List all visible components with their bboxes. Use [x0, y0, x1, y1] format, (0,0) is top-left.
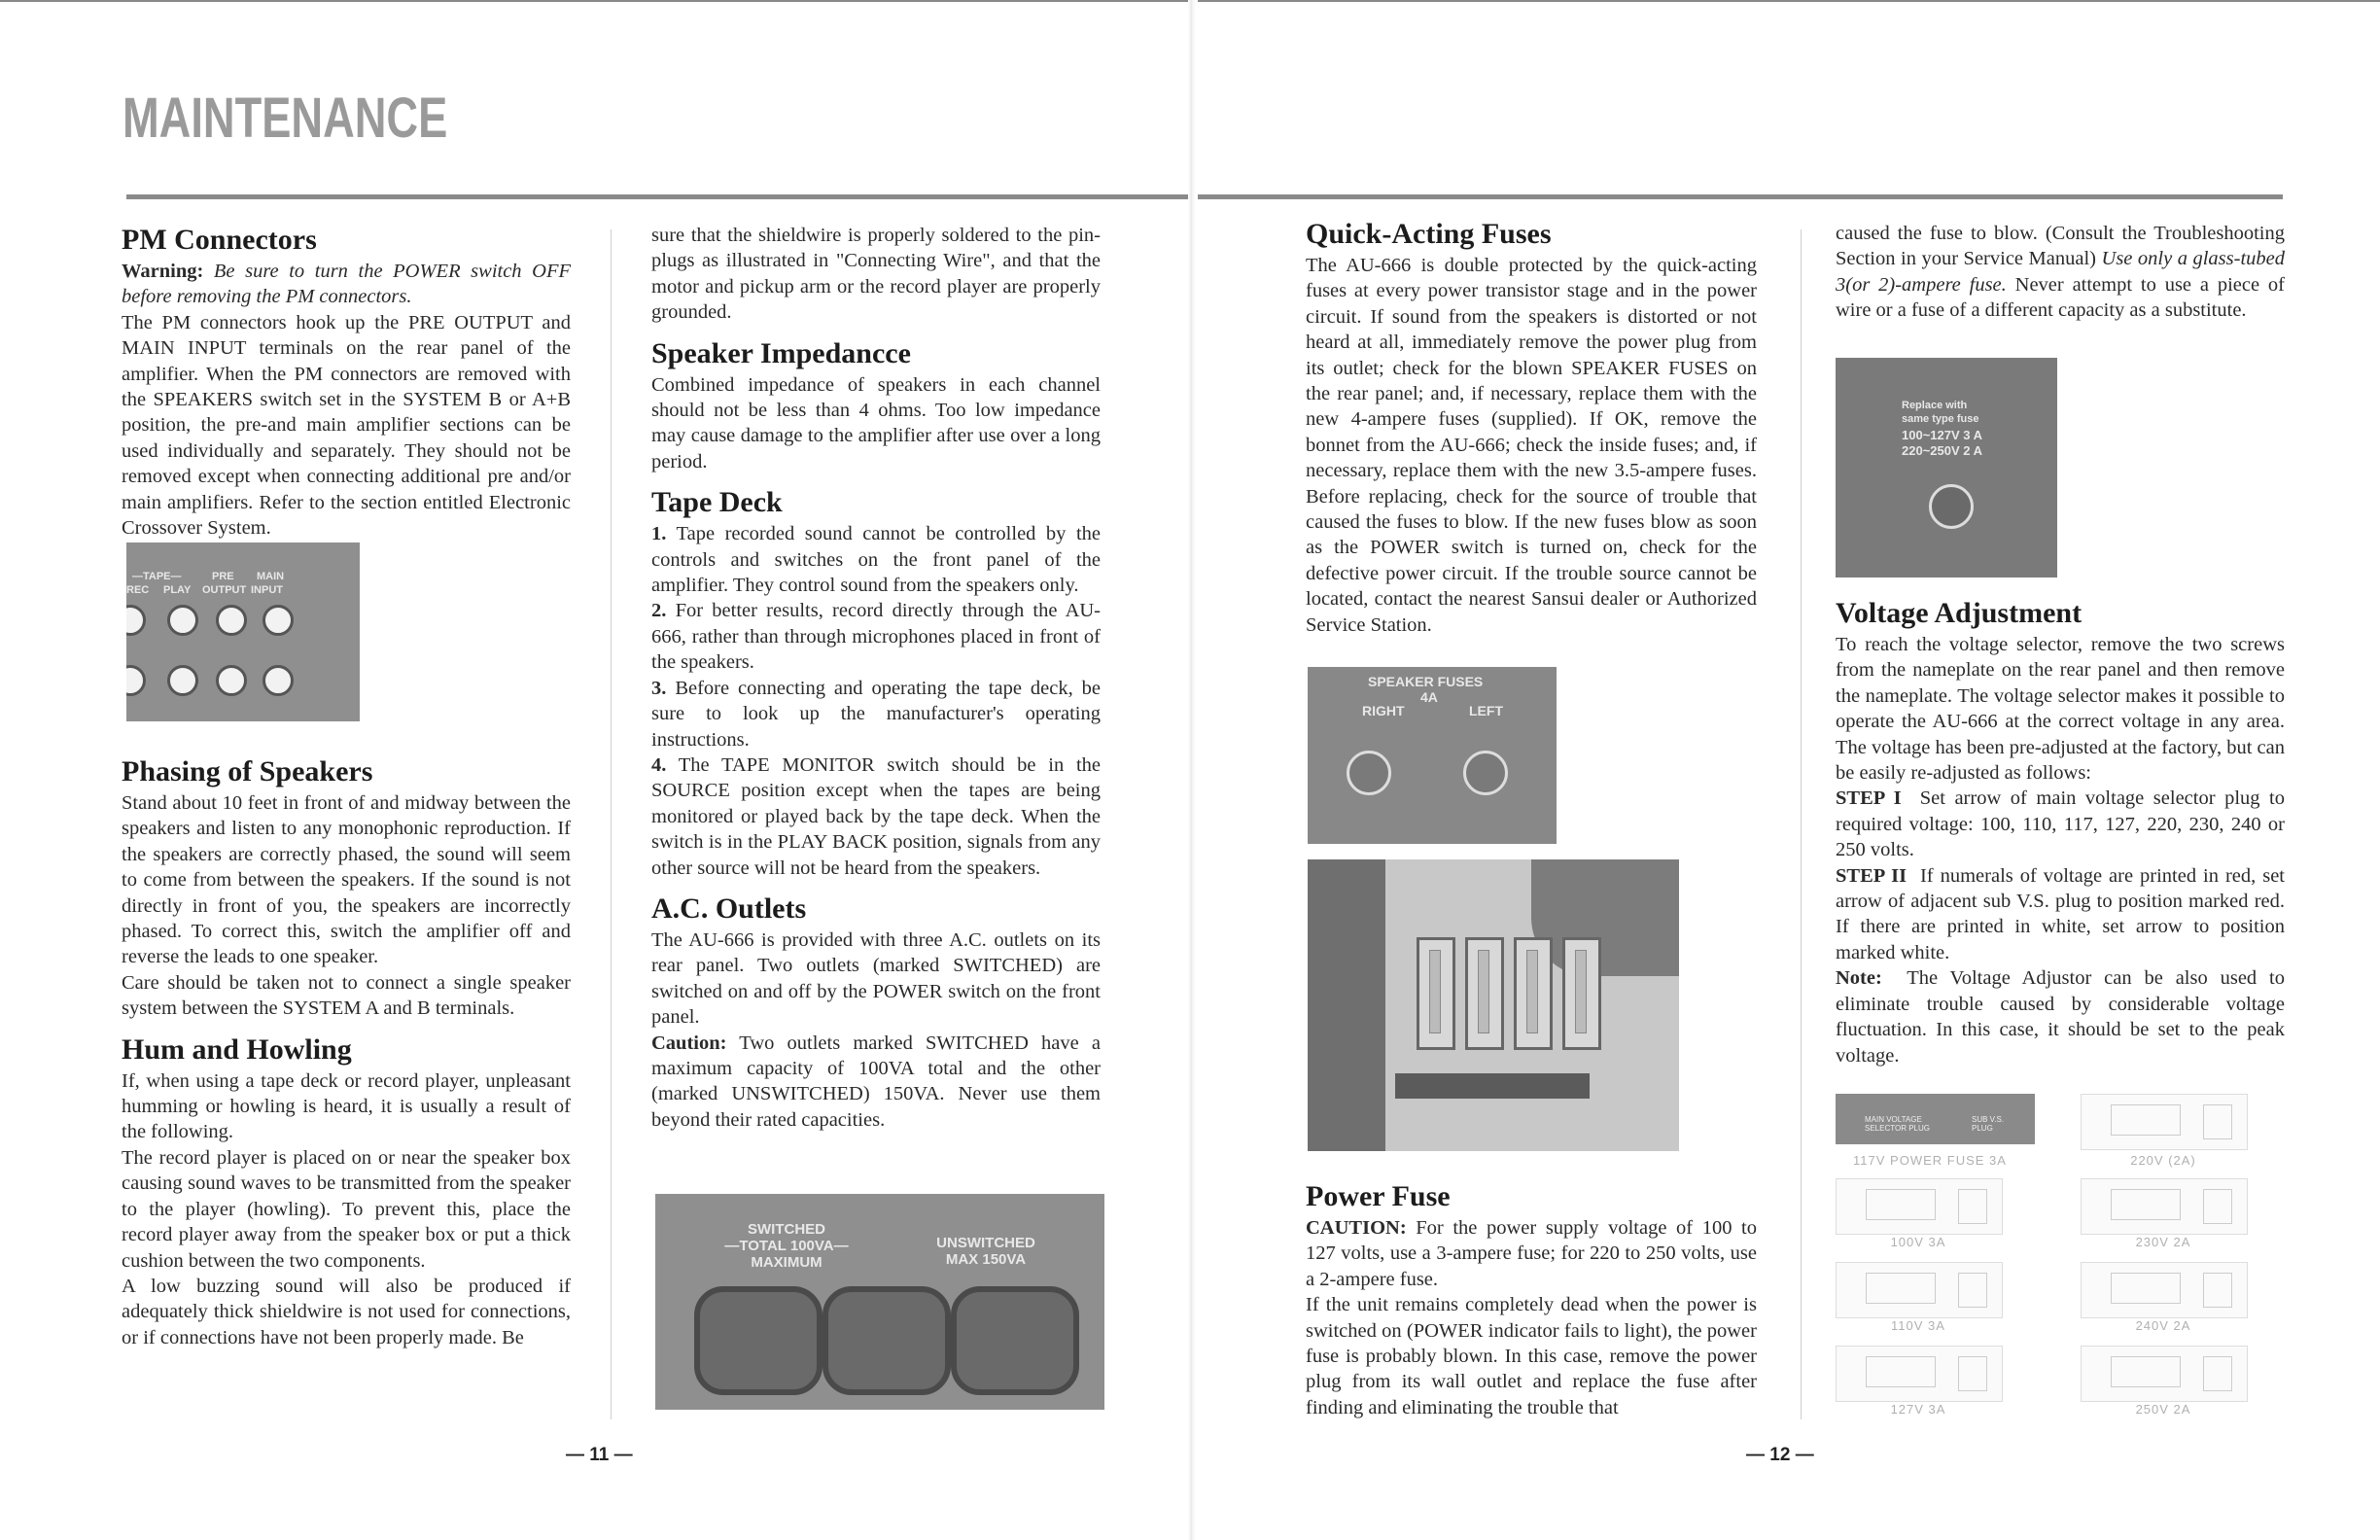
main-voltage-plate: [1836, 1094, 2035, 1144]
column-divider: [1801, 229, 1802, 1419]
quick-heading: Quick-Acting Fuses: [1306, 218, 1552, 250]
voltage-heading: Voltage Adjustment: [1836, 597, 2082, 629]
fuse-italic: Use only a glass-tubed 3(or 2)-ampere fuse.: [1836, 248, 2286, 296]
photo-label-tape: —TAPE—: [132, 571, 182, 582]
tape-item-1: 1. Tape recorded sound cannot be controlled by the controls and switches on the front panel of the amplifier. They control sound from the speakers only.: [651, 523, 1101, 597]
column-divider: [611, 229, 612, 1419]
power-body: If the unit remains completely dead when the power is switched on (POWER indicator fails to light), the power fuse is probably blown. In this case, remove the power plug from its wall outlet and replace the fuse after finding and eliminating the trouble that: [1306, 1294, 1757, 1418]
jack-icon: [262, 605, 294, 636]
warning-label: Warning:: [122, 261, 204, 282]
jack-icon: [216, 605, 247, 636]
column-4: [1836, 221, 2285, 324]
speaker-fuse-photo: [1308, 667, 1557, 844]
header-rule-left: [126, 194, 1188, 199]
capacitor: [1531, 859, 1679, 976]
tape-item-3: 3. Before connecting and operating the tape deck, be sure to look up the manufacturer's operating instructions.: [651, 677, 1102, 751]
jack-icon: [167, 665, 198, 696]
header-rule-right: [1198, 194, 2283, 199]
voltage-plate: [1836, 1346, 2003, 1402]
page-number-12: — 12 —: [1746, 1445, 1814, 1465]
power-caution: CAUTION: For the power supply voltage of 100 to 127 volts, use a 3-ampere fuse; for 220 to 250 volts, use a 2-ampere fuse.: [1306, 1217, 1757, 1290]
replace-line-2: same type fuse: [1902, 413, 1979, 425]
voltage-plate: [2081, 1178, 2248, 1235]
phasing-heading: Phasing of Speakers: [122, 755, 373, 788]
terminal-strip: [1395, 1073, 1590, 1099]
right-label: RIGHT: [1362, 703, 1405, 718]
column-1: [122, 222, 571, 541]
hum-p1: If, when using a tape deck or record player, unpleasant humming or howling is heard, it is usually a result of the following.: [122, 1069, 571, 1143]
jack-icon: [262, 665, 294, 696]
voltage-plate: [2081, 1262, 2248, 1318]
fuse-icon: [1417, 937, 1455, 1050]
voltage-body: To reach the voltage selector, remove the two screws from the nameplate on the rear panel and then remove the nameplate. The voltage selector makes it possible to operate the AU-666 at the correct voltage in any area. The voltage has been pre-adjusted at the factory, but can be easily re-adjusted as follows:: [1836, 634, 2286, 785]
fuse-icon: [1514, 937, 1553, 1050]
jack-icon: [126, 665, 146, 696]
fuse-holder-icon: [1347, 751, 1391, 795]
voltage-plate: [2081, 1346, 2248, 1402]
top-border-left: [0, 0, 1188, 2]
outlet-icon: [822, 1286, 951, 1395]
replace-line-1: Replace with: [1902, 400, 1968, 411]
chassis-edge: [1308, 859, 1385, 1151]
voltage-label: 230V 2A: [2135, 1235, 2191, 1249]
power-heading: Power Fuse: [1306, 1180, 1451, 1212]
speaker-body: Combined impedance of speakers in each channel should not be less than 4 ohms. Too low impedance may cause damage to the amplifier after use over a long period.: [651, 373, 1101, 472]
replace-line-3: 100~127V 3 A: [1902, 428, 1983, 442]
fuse-icon: [1562, 937, 1601, 1050]
photo-label-main: MAIN: [257, 571, 285, 582]
power-caution-label: CAUTION:: [1306, 1217, 1407, 1239]
hum-heading: Hum and Howling: [122, 1032, 352, 1066]
outlet-icon: [694, 1286, 822, 1395]
warning-text: Be sure to turn the POWER switch OFF before removing the PM connectors.: [122, 261, 571, 308]
hum-p3: A low buzzing sound will also be produced if adequately thick shieldwire is not used for connections, or if connections have not been properly made. Be: [122, 1275, 571, 1348]
tape-item-4: 4. The TAPE MONITOR switch should be in the SOURCE position except when the tapes are being monitored or played back by the tape deck. When the switch is in the PLAY BACK position, signals from any other source will not be heard from the speakers.: [651, 753, 1101, 879]
voltage-plate: [1836, 1178, 2003, 1235]
main-vs-label: MAIN VOLTAGE SELECTOR PLUG: [1865, 1115, 1930, 1133]
voltage-label: 250V 2A: [2135, 1402, 2191, 1417]
inside-fuses-photo: [1308, 859, 1679, 1151]
photo-label-pre: PRE: [212, 571, 234, 582]
voltage-label: 100V 3A: [1890, 1235, 1946, 1249]
speaker-heading: Speaker Impedancce: [651, 336, 911, 369]
hum-p2: The record player is placed on or near the speaker box causing sound waves to be transmitted from the speaker to the player (howling). To prevent this, place the record player away from the speaker box or put a thick cushion between the two components.: [122, 1146, 571, 1272]
sub-vs-label: SUB V.S. PLUG: [1972, 1115, 2005, 1133]
voltage-plate: [1836, 1262, 2003, 1318]
column-3-lower: [1306, 1178, 1757, 1420]
fuse-amp-label: 4A: [1420, 689, 1438, 705]
replace-fuse-photo: [1836, 358, 2057, 578]
switched-label: SWITCHED —TOTAL 100VA— MAXIMUM: [724, 1221, 849, 1271]
voltage-label: 110V 3A: [1891, 1318, 1945, 1333]
voltage-label: 220V (2A): [2130, 1153, 2196, 1168]
voltage-label: 127V 3A: [1890, 1402, 1946, 1417]
column-3: [1306, 216, 1757, 638]
photo-label-input: INPUT: [251, 584, 283, 596]
photo-label-play: PLAY: [163, 584, 192, 596]
pm-body: The PM connectors hook up the PRE OUTPUT and MAIN INPUT terminals on the rear panel of the amplifier. When the PM connectors are removed with the SPEAKERS switch set in the SYSTEM B or A+B position, the pre-and main amplifier sections can be used individually and separately. They should not be removed except when connecting additional pre and/or main amplifiers. Refer to the section entitled Electronic Crossover System.: [122, 311, 571, 540]
ac-outlet-photo: [655, 1194, 1104, 1410]
column-1-lower: [122, 753, 571, 1350]
pm-connector-photo: [126, 542, 360, 721]
col4-intro: caused the fuse to blow. (Consult the Troubleshooting Section in your Service Manual) Use only a glass-tubed 3(or 2)-ampere fuse. Never attempt to use a piece of wire or a fuse of a different capacity as a substitute.: [1836, 223, 2286, 322]
ac-body: The AU-666 is provided with three A.C. outlets on its rear panel. Two outlets (marked SWITCHED) are switched on and off by the POWER switch on the front panel.: [651, 928, 1101, 1029]
replace-line-4: 220~250V 2 A: [1902, 443, 1983, 458]
photo-label-output: OUTPUT: [202, 584, 247, 596]
column-2: [651, 223, 1101, 1133]
voltage-label: 117V POWER FUSE 3A: [1853, 1153, 2007, 1168]
fuse-holder-icon: [1929, 484, 1974, 529]
photo-label-rec: REC: [126, 584, 150, 596]
tape-item-2: 2. For better results, record directly through the AU-666, rather than through microphones placed in front of the speakers.: [651, 600, 1101, 674]
voltage-plate: [2081, 1094, 2248, 1150]
caution-label: Caution:: [651, 1032, 727, 1054]
fuse-icon: [1465, 937, 1504, 1050]
tape-heading: Tape Deck: [651, 486, 783, 519]
phasing-p2: Care should be taken not to connect a single speaker system between the SYSTEM A and B terminals.: [122, 971, 571, 1020]
page-title: MAINTENANCE: [122, 87, 448, 150]
voltage-note: Note: The Voltage Adjustor can be also used to eliminate trouble caused by considerable voltage fluctuation. In this case, it should be set to the peak voltage.: [1836, 967, 2285, 1067]
unswitched-label: UNSWITCHED MAX 150VA: [936, 1235, 1035, 1268]
page-number-11: — 11 —: [566, 1445, 633, 1465]
jack-icon: [167, 605, 198, 636]
page-gutter: [1188, 0, 1196, 1540]
speaker-fuses-label: SPEAKER FUSES: [1368, 674, 1484, 689]
ac-heading: A.C. Outlets: [651, 892, 807, 925]
top-border-right: [1198, 0, 2380, 2]
step-2: STEP II If numerals of voltage are printed in red, set arrow of adjacent sub V.S. plug to position marked red. If there are printed in white, set arrow to position marked white.: [1836, 864, 2285, 963]
jack-icon: [126, 605, 146, 636]
pm-warning: [122, 259, 571, 310]
outlet-icon: [951, 1286, 1079, 1395]
step-1: STEP I Set arrow of main voltage selector plug to required voltage: 100, 110, 117, 127, 220, 230, 240 or 250 volts.: [1836, 788, 2286, 861]
pm-heading: PM Connectors: [122, 224, 317, 256]
phasing-p1: Stand about 10 feet in front of and midway between the speakers and listen to any monophonic reproduction. If the speakers are correctly phased, the sound will seem to come from between the speakers. If the sound is not directly in front of you, the speakers are incorrectly phased. To correct this, switch the amplifier off and reverse the leads to one speaker.: [122, 792, 571, 968]
ac-caution: Caution: Two outlets marked SWITCHED have a maximum capacity of 100VA total and the other (marked UNSWITCHED) 150VA. Never use them beyond their rated capacities.: [651, 1032, 1101, 1131]
fuse-holder-icon: [1463, 751, 1508, 795]
voltage-label: 240V 2A: [2135, 1318, 2191, 1333]
left-label: LEFT: [1469, 703, 1503, 718]
quick-body: The AU-666 is double protected by the quick-acting fuses at every power transistor stage and in the power circuit. If sound from the speakers is distorted or not heard at all, immediately remove the power plug from its outlet; check for the blown SPEAKER FUSES on the rear panel; and, if necessary, replace them with the new 4-ampere fuses (supplied). If OK, remove the bonnet from the AU-666; check the inside fuses; and, if necessary, replace them with the new 3.5-ampere fuses. Before replacing, check for the source of trouble that caused the fuses to blow. If the new fuses blow as soon as the POWER switch is turned on, check for the defective power circuit. If the trouble source cannot be located, contact the nearest Sansui dealer or Authorized Service Station.: [1306, 255, 1757, 636]
jack-icon: [216, 665, 247, 696]
col2-intro: sure that the shieldwire is properly soldered to the pin-plugs as illustrated in "Connecting Wire", and that the motor and pickup arm or the record player are properly grounded.: [651, 225, 1101, 324]
column-4-lower: [1836, 595, 2285, 1068]
